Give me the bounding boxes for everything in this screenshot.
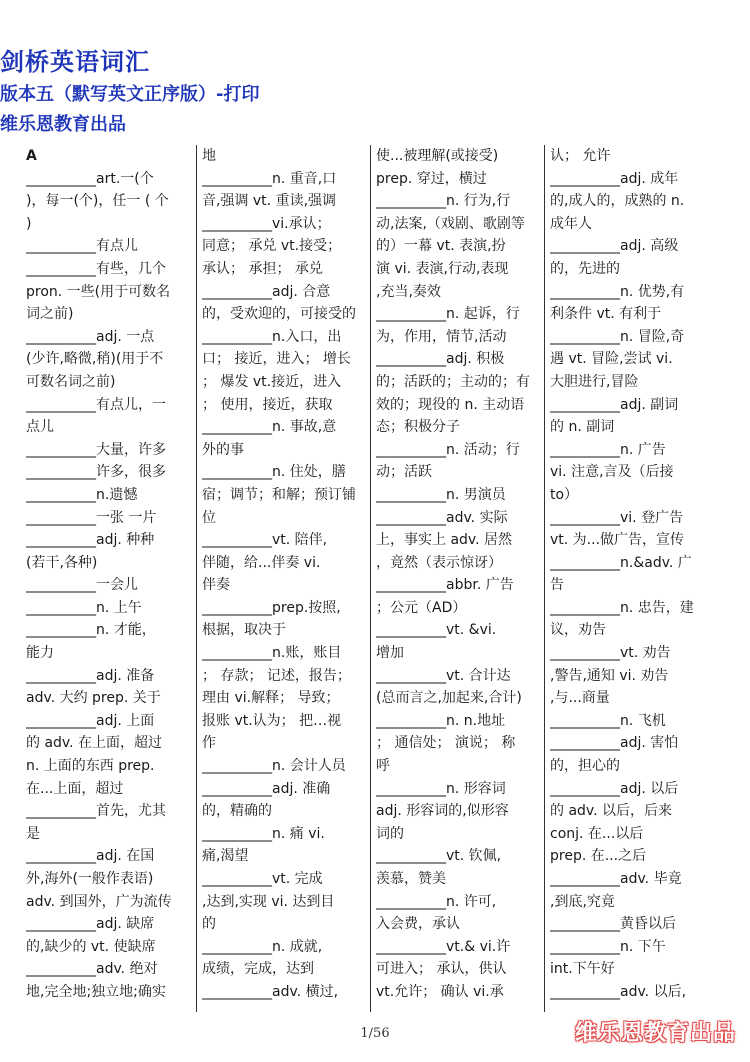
text-line: 音,强调 vt. 重读,强调 <box>202 193 337 210</box>
text-line: __________abbr. 广告 <box>376 577 514 594</box>
text-line: __________adj. 缺席 <box>26 916 155 933</box>
text-line: ，竟然（表示惊讶） <box>376 554 502 571</box>
text-line: 口； 接近，进入； 增长 <box>202 351 351 368</box>
text-line: __________vt.& vi.许 <box>376 938 511 955</box>
text-line: __________adv. 毕竟 <box>550 871 682 887</box>
text-line: __________adj. 一点 <box>26 328 155 345</box>
column-1 <box>26 145 194 1012</box>
text-line: __________vi. 登广告 <box>550 509 684 526</box>
text-line: to） <box>550 486 579 503</box>
text-line: __________adj. 成年 <box>550 170 679 187</box>
text-line: 动,法案,（戏剧、歌剧等 <box>376 215 525 232</box>
text-line: 为，作用，情节,活动 <box>376 328 507 345</box>
text-line: prep. 穿过，横过 <box>376 170 487 187</box>
text-line: __________n. 男演员 <box>376 486 506 503</box>
text-line: __________n. 许可, <box>376 893 497 910</box>
text-line: 动；活跃 <box>376 464 432 481</box>
text-line: adv. 大约 prep. 关于 <box>26 690 161 707</box>
text-line: (若干,各种) <box>26 554 98 571</box>
text-line: 点儿 <box>26 419 54 436</box>
text-line: 大胆进行,冒险 <box>550 373 639 390</box>
text-line: ； 存款； 记述，报告； <box>202 667 351 684</box>
text-line: 宿；调节；和解；预订铺 <box>202 486 356 503</box>
text-line: prep. 在...之后 <box>550 848 647 865</box>
text-line: __________n. 上午 <box>26 599 142 616</box>
text-line: __________n. 行为,行 <box>376 193 511 210</box>
text-line: 入会费，承认 <box>376 916 460 933</box>
text-line: __________vt. 陪伴, <box>202 532 328 549</box>
text-line: 的，先进的 <box>550 260 620 277</box>
text-line: __________adj. 积极 <box>376 351 505 368</box>
text-line: __________n. 形容词 <box>376 780 506 797</box>
text-line: __________n. 重音,口 <box>202 170 337 187</box>
text-line: ； 使用，接近，获取 <box>202 396 333 413</box>
text-line: 的）一幕 vt. 表演,扮 <box>376 238 506 255</box>
text-line: __________一会儿 <box>26 577 138 594</box>
text-line: 是 <box>26 825 40 842</box>
text-line: (总而言之,加起来,合计) <box>376 690 522 707</box>
text-line: __________adv. 绝对 <box>26 961 158 978</box>
text-line: __________一张 一片 <box>26 509 157 526</box>
document-subtitle: 版本五（默写英文正序版）-打印 <box>0 84 260 105</box>
text-line: ,到底,究竟 <box>550 893 615 910</box>
column-divider <box>544 145 545 1012</box>
text-line: __________n. 才能， <box>26 622 156 639</box>
text-line: 效的；现役的 n. 主动语 <box>376 396 525 413</box>
document-title: 剑桥英语词汇 <box>0 48 150 76</box>
text-line: vt.允许； 确认 vi.承 <box>376 983 504 1000</box>
text-line: 的，受欢迎的，可接受的 <box>202 306 356 323</box>
text-line: 的；活跃的；主动的；有 <box>376 373 530 390</box>
text-line: __________adj. 合意 <box>202 283 331 300</box>
text-line: ；公元（AD） <box>376 599 467 616</box>
text-line: 态；积极分子 <box>376 419 460 436</box>
text-line: 位 <box>202 509 216 526</box>
text-line: __________n. 优势,有 <box>550 283 685 300</box>
text-line: __________许多，很多 <box>26 464 166 481</box>
text-line: __________adj. 在国 <box>26 848 155 865</box>
text-line: __________adj. 副词 <box>550 396 679 413</box>
text-line: __________n. 冒险,奇 <box>550 328 685 345</box>
text-line: __________n. 忠告，建 <box>550 599 694 616</box>
column-divider <box>370 145 371 1012</box>
text-line: 痛,渴望 <box>202 848 249 865</box>
column-4 <box>550 145 718 1012</box>
text-line: __________n. 成就, <box>202 938 323 955</box>
page-number: 1/56 <box>360 1026 390 1041</box>
text-line: 外,海外(一般作表语) <box>26 871 154 887</box>
text-line: 承认； 承担； 承兑 <box>202 260 323 277</box>
text-line: __________黄昏以后 <box>550 916 676 933</box>
text-line: __________adv. 横过, <box>202 983 339 1000</box>
text-line: 在...上面，超过 <box>26 780 124 797</box>
text-line: conj. 在...以后 <box>550 825 644 842</box>
text-line: __________n. 飞机 <box>550 712 666 729</box>
text-line: ； 爆发 vt.接近，进入 <box>202 373 342 390</box>
text-line: 根据，取决于 <box>202 622 286 639</box>
text-line: __________n. 下午 <box>550 938 666 955</box>
text-line: ,达到,实现 vi. 达到目 <box>202 893 335 910</box>
text-line: __________n. 活动；行 <box>376 441 520 458</box>
text-line: __________art.一(个 <box>26 170 154 187</box>
text-line: 的，精确的 <box>202 803 272 820</box>
text-line: 增加 <box>376 645 404 662</box>
text-line: __________vt. 合计达 <box>376 667 511 684</box>
text-line: __________n.&adv. 广 <box>550 554 692 571</box>
text-line: 利条件 vt. 有利于 <box>550 306 662 323</box>
text-line: ,充当,奏效 <box>376 283 441 300</box>
text-line: 伴随，给...伴奏 vi. <box>202 554 321 571</box>
text-line: __________vt. 钦佩, <box>376 848 502 865</box>
text-line: 告 <box>550 577 564 594</box>
text-line: 演 vi. 表演,行动,表现 <box>376 260 509 277</box>
text-line: 成绩，完成，达到 <box>202 961 314 978</box>
text-line: __________adj. 种种 <box>26 532 155 549</box>
text-line: 的 adv. 在上面，超过 <box>26 735 163 752</box>
column-2 <box>202 145 370 1012</box>
text-line: __________vi.承认； <box>202 215 331 232</box>
text-line: __________n. n.地址 <box>376 712 506 729</box>
text-line: 的,缺少的 vt. 使缺席 <box>26 938 156 955</box>
text-line: 作 <box>202 735 216 752</box>
text-line: )，每一(个)，任一 ( 个 <box>26 193 169 210</box>
text-line: 成年人 <box>550 215 592 232</box>
text-line: __________n. 起诉，行 <box>376 306 520 323</box>
text-line: __________adj. 害怕 <box>550 735 679 752</box>
text-line: __________adj. 上面 <box>26 712 155 729</box>
text-line: __________有点儿，一 <box>26 396 166 413</box>
text-line: ,与...商量 <box>550 690 610 707</box>
text-line: __________n.遗憾 <box>26 486 138 503</box>
text-line: __________n.入口，出 <box>202 328 342 345</box>
text-line: A <box>26 148 37 164</box>
text-line: 使...被理解(或接受) <box>376 148 499 164</box>
text-line: __________vt. 劝告 <box>550 645 671 662</box>
text-line: int.下午好 <box>550 961 615 978</box>
text-line: __________adj. 准备 <box>26 667 155 684</box>
text-line: 的，担心的 <box>550 758 620 775</box>
text-line: 羡慕，赞美 <box>376 871 446 887</box>
text-line: __________大量，许多 <box>26 441 166 458</box>
text-line: 上，事实上 adv. 居然 <box>376 532 513 549</box>
text-line: __________vt. &vi. <box>376 622 497 639</box>
column-divider <box>196 145 197 1012</box>
text-line: 的,成人的，成熟的 n. <box>550 193 685 210</box>
text-line: 的 <box>202 916 216 933</box>
text-line: __________首先，尤其 <box>26 803 166 820</box>
text-line: 能力 <box>26 645 54 662</box>
text-line: 伴奏 <box>202 577 230 594</box>
text-line: 认； 允许 <box>550 148 611 164</box>
text-line: __________prep.按照, <box>202 599 341 616</box>
column-3 <box>376 145 544 1012</box>
text-line: 同意； 承兑 vt.接受； <box>202 238 342 255</box>
text-line: __________adv. 以后, <box>550 983 687 1000</box>
text-line: 可数名词之前) <box>26 373 116 390</box>
text-line: 理由 vi.解释； 导致； <box>202 690 340 707</box>
text-line: __________adv. 实际 <box>376 509 508 526</box>
text-line: __________adj. 高级 <box>550 238 679 255</box>
text-line: 词的 <box>376 825 404 842</box>
text-line: ,警告,通知 vi. 劝告 <box>550 667 669 684</box>
text-line: vt. 为...做广告，宣传 <box>550 532 685 549</box>
text-line: 的 adv. 以后，后来 <box>550 803 673 820</box>
text-line: 可进入； 承认，供认 <box>376 961 507 978</box>
text-line: __________n.账，账目 <box>202 645 342 662</box>
text-line: 地 <box>202 148 216 164</box>
text-line: __________adj. 以后 <box>550 780 679 797</box>
watermark-logo: 维乐恩教育出品 <box>574 1021 736 1046</box>
text-line: __________n. 住处，膳 <box>202 464 346 481</box>
text-line: 议，劝告 <box>550 622 606 639</box>
text-line: __________n. 痛 vi. <box>202 825 325 842</box>
text-line: pron. 一些(用于可数名 <box>26 283 171 300</box>
text-line: adv. 到国外，广为流传 <box>26 893 172 910</box>
text-line: __________有些，几个 <box>26 260 166 277</box>
text-line: ) <box>26 215 32 232</box>
text-line: __________adj. 准确 <box>202 780 331 797</box>
text-line: __________n. 事故,意 <box>202 419 337 436</box>
text-line: 词之前) <box>26 306 74 323</box>
publisher-line: 维乐恩教育出品 <box>0 114 126 135</box>
text-line: 报账 vt.认为； 把…视 <box>202 712 342 729</box>
text-line: __________vt. 完成 <box>202 871 323 887</box>
vocabulary-columns <box>22 145 730 1012</box>
text-line: ； 通信处； 演说； 称 <box>376 735 516 752</box>
text-line: 的 n. 副词 <box>550 419 615 436</box>
text-line: 遇 vt. 冒险,尝试 vi. <box>550 351 673 368</box>
text-line: __________n. 会计人员 <box>202 758 346 775</box>
text-line: n. 上面的东西 prep. <box>26 758 155 775</box>
text-line: (少许,略微,稍)(用于不 <box>26 351 164 368</box>
text-line: __________有点儿 <box>26 238 138 255</box>
text-line: vi. 注意,言及（后接 <box>550 464 674 481</box>
text-line: adj. 形容词的,似形容 <box>376 803 509 820</box>
text-line: __________n. 广告 <box>550 441 666 458</box>
text-line: 地,完全地;独立地;确实 <box>26 983 166 1000</box>
text-line: 呼 <box>376 758 390 775</box>
text-line: 外的事 <box>202 441 244 458</box>
